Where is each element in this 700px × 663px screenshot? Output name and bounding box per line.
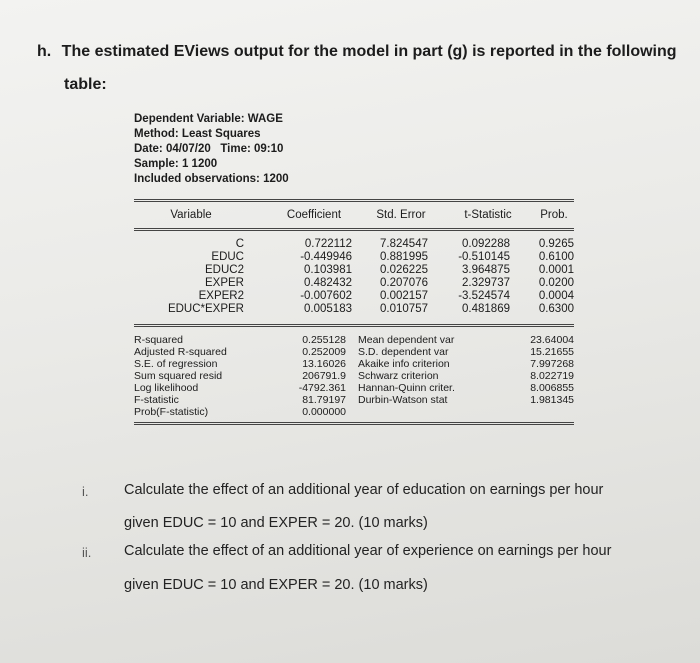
stat-value: 15.21655 — [530, 346, 574, 358]
variable-row: EDUC*EXPER — [167, 303, 244, 315]
question-title-line1: The estimated EViews output for the model in part (g) is reported in the following — [61, 43, 677, 60]
stat-value: 81.79197 — [302, 394, 346, 406]
stat-value: 8.022719 — [530, 370, 574, 382]
std-error-cell: 0.026225 — [380, 264, 428, 276]
table-top-rule — [134, 199, 574, 202]
coefficient-cell: 0.722112 — [304, 238, 352, 250]
coefficient-cell: 0.482432 — [304, 277, 352, 289]
question-label: h. — [37, 43, 52, 60]
stat-value: -4792.361 — [298, 382, 346, 394]
coefficient-cell: -0.007602 — [300, 290, 352, 302]
stat-label: Adjusted R-squared — [134, 346, 227, 358]
prob-cell: 0.0001 — [538, 264, 574, 276]
std-error-cell: 0.207076 — [380, 277, 428, 289]
stat-label: Durbin-Watson stat — [358, 394, 448, 406]
stat-value: 8.006855 — [530, 382, 574, 394]
stat-label: F-statistic — [134, 394, 179, 406]
regression-table — [134, 187, 574, 457]
observations-line — [134, 172, 574, 187]
date-line — [134, 142, 574, 157]
observations-label: Included observations: — [134, 173, 260, 185]
stat-value: 23.64004 — [530, 334, 574, 346]
t-statistic-cell: -0.510145 — [458, 251, 510, 263]
subquestion-text: Calculate the effect of an additional year of experience on earnings per hour — [124, 543, 612, 559]
subquestion-text: given EDUC = 10 and EXPER = 20. (10 marks) — [124, 577, 428, 593]
stat-value: 206791.9 — [302, 370, 346, 382]
method-line — [134, 127, 574, 142]
stat-value: 0.255128 — [302, 334, 346, 346]
stat-value: 7.997268 — [530, 358, 574, 370]
std-error-cell: 0.002157 — [380, 290, 428, 302]
subquestion-number: i. — [82, 484, 89, 499]
col-header-variable: Variable — [170, 209, 212, 221]
stat-value: 13.16026 — [302, 358, 346, 370]
stat-label: Hannan-Quinn criter. — [358, 382, 455, 394]
date-label: Date: — [134, 143, 163, 155]
dependent-label: Dependent Variable: — [134, 113, 245, 125]
prob-cell: 0.9265 — [538, 238, 574, 250]
col-header-t-statistic: t-Statistic — [464, 209, 512, 221]
stat-value: 1.981345 — [530, 394, 574, 406]
stat-label: Prob(F-statistic) — [134, 406, 209, 418]
coefficient-cell: -0.449946 — [300, 251, 352, 263]
time-value: 09:10 — [254, 143, 284, 155]
std-error-cell: 0.010757 — [380, 303, 428, 315]
std-error-cell: 7.824547 — [380, 238, 428, 250]
coefficient-cell: 0.103981 — [304, 264, 352, 276]
date-value: 04/07/20 — [165, 143, 211, 155]
subquestion-number: ii. — [82, 545, 92, 560]
variable-row: C — [235, 238, 244, 250]
stat-value: 0.252009 — [302, 346, 346, 358]
sample-value: 1 1200 — [181, 158, 218, 170]
stat-label: Mean dependent var — [358, 334, 455, 346]
prob-cell: 0.6300 — [538, 303, 574, 315]
stat-label: Log likelihood — [134, 382, 199, 394]
t-statistic-cell: 0.481869 — [462, 303, 510, 315]
t-statistic-cell: 3.964875 — [462, 264, 510, 276]
variable-row: EXPER2 — [198, 290, 244, 302]
question-title-line2: table: — [64, 76, 107, 93]
t-statistic-cell: -3.524574 — [458, 290, 510, 302]
method-value: Least Squares — [181, 128, 261, 140]
stat-value: 0.000000 — [302, 406, 346, 418]
t-statistic-cell: 2.329737 — [462, 277, 510, 289]
sample-label: Sample: — [134, 158, 179, 170]
dependent-variable-line — [134, 112, 574, 127]
sample-line — [134, 157, 574, 172]
observations-value: 1200 — [263, 173, 289, 185]
col-header-prob: Prob. — [540, 209, 568, 221]
coefficient-cell: 0.005183 — [304, 303, 352, 315]
subquestion-text: Calculate the effect of an additional year of education on earnings per hour — [124, 482, 604, 498]
dependent-value: WAGE — [247, 113, 283, 125]
col-header-coefficient: Coefficient — [286, 209, 342, 221]
table-header-rule — [134, 228, 574, 231]
prob-cell: 0.0004 — [538, 290, 574, 302]
variable-row: EDUC2 — [205, 264, 244, 276]
stat-label: S.E. of regression — [134, 358, 218, 370]
prob-cell: 0.0200 — [538, 277, 574, 289]
std-error-cell: 0.881995 — [380, 251, 428, 263]
stat-label: Sum squared resid — [134, 370, 223, 382]
variable-row: EXPER — [205, 277, 244, 289]
eviews-output — [134, 112, 574, 457]
stat-label: S.D. dependent var — [358, 346, 449, 358]
col-header-std-error: Std. Error — [376, 209, 426, 221]
question-title — [37, 42, 677, 62]
prob-cell: 0.6100 — [538, 251, 574, 263]
time-label: Time: — [220, 143, 251, 155]
stat-label: R-squared — [134, 334, 184, 346]
subquestion-text: given EDUC = 10 and EXPER = 20. (10 marks) — [124, 515, 428, 531]
table-mid-rule — [134, 324, 574, 327]
method-label: Method: — [134, 128, 179, 140]
stat-label: Akaike info criterion — [358, 358, 450, 370]
t-statistic-cell: 0.092288 — [462, 238, 510, 250]
stat-label: Schwarz criterion — [358, 370, 439, 382]
variable-row: EDUC — [211, 251, 244, 263]
table-bottom-rule — [134, 422, 574, 425]
